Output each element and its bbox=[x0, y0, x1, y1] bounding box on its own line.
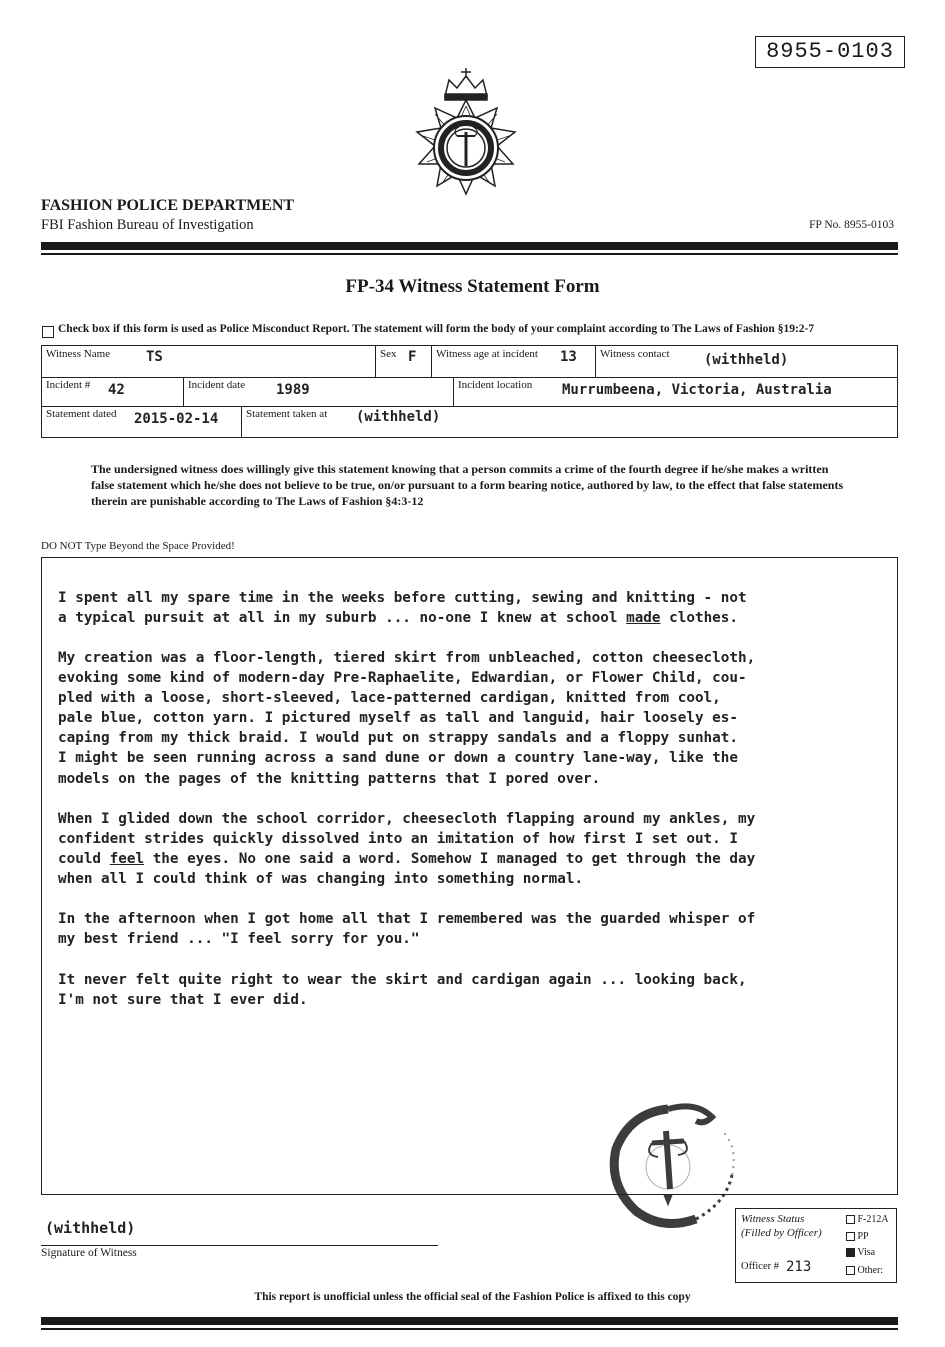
statement-paragraph-4: In the afternoon when I got home all that I remembered was the guarded whisper of my best friend ... "I feel sorry for you." bbox=[58, 911, 756, 948]
incident-location-field[interactable] bbox=[454, 377, 896, 406]
f212a-checkbox[interactable] bbox=[846, 1215, 855, 1224]
incident-date-label: Incident date bbox=[188, 379, 246, 391]
status-option-visa[interactable] bbox=[846, 1247, 875, 1258]
header-rule-thick bbox=[41, 242, 898, 250]
f212a-label: F-212A bbox=[857, 1214, 889, 1225]
statement-dated-label: Statement dated bbox=[46, 408, 117, 420]
incident-date-field[interactable] bbox=[184, 377, 454, 406]
witness-contact-label: Witness contact bbox=[600, 348, 670, 360]
footer-rule-thick bbox=[41, 1317, 898, 1325]
visa-checkbox-checked[interactable] bbox=[846, 1248, 855, 1257]
incident-location-value: Murrumbeena, Victoria, Australia bbox=[562, 382, 832, 398]
space-warning: DO NOT Type Beyond the Space Provided! bbox=[41, 540, 235, 552]
sex-value: F bbox=[408, 349, 417, 365]
visa-label: Visa bbox=[857, 1247, 876, 1258]
p1-line1: I spent all my spare time in the weeks before cutting, sewing and knitting - not bbox=[58, 590, 747, 606]
statement-paragraph-2: My creation was a floor-length, tiered skirt from unbleached, cotton cheesecloth, evoking some kind of modern-day Pre-Raphaelite, Edwardian, or Flower Child, cou- pled with a loose, short-sleeved, lace-patterned cardigan, knitted from cool, pale blue, cotton yarn. I pictured myself as tall and languid, hair loosely es- caping from my thick braid. I would put on strappy sandals and a floppy sunhat. I might be seen running across a sand dune or down a country lane-way, like the models on the pages of the knitting patterns that I pored over. bbox=[58, 650, 756, 787]
legal-notice: The undersigned witness does willingly give this statement knowing that a person commits a crime of the fourth degree if he/she makes a written false statement which he/she does not believe to be true, on/or pursuant to a form bearing notice, authored by law, to the effect that false statements therein are punishable according to The Laws of Fashion §4:3-12 bbox=[91, 462, 844, 508]
witness-age-label: Witness age at incident bbox=[436, 348, 538, 360]
signature-value: (withheld) bbox=[45, 1219, 136, 1237]
statement-taken-at-field[interactable] bbox=[242, 406, 896, 437]
statement-text-area[interactable] bbox=[41, 557, 898, 1195]
incident-number-label: Incident # bbox=[46, 379, 91, 391]
other-checkbox[interactable] bbox=[846, 1266, 855, 1275]
disclaimer: This report is unofficial unless the official seal of the Fashion Police is affixed to this copy bbox=[254, 1291, 691, 1303]
p1-line2b: clothes. bbox=[660, 610, 738, 627]
sex-label: Sex bbox=[380, 348, 397, 360]
other-label: Other: bbox=[857, 1265, 884, 1276]
officer-number: 213 bbox=[786, 1259, 812, 1275]
status-option-f212a[interactable] bbox=[846, 1214, 889, 1225]
officer-label: Officer # bbox=[741, 1261, 779, 1272]
statement-taken-at-label: Statement taken at bbox=[246, 408, 328, 420]
incident-number-field[interactable] bbox=[42, 377, 184, 406]
incident-location-label: Incident location bbox=[458, 379, 533, 391]
fp-number: FP No. 8955-0103 bbox=[809, 219, 894, 231]
witness-name-field[interactable] bbox=[42, 346, 376, 377]
p3-line4: when all I could think of was changing into something normal. bbox=[58, 871, 584, 888]
statement-paragraph-5: It never felt quite right to wear the skirt and cardigan again ... looking back, I'm not sure that I ever did. bbox=[58, 972, 747, 1009]
p3-line3a: could bbox=[58, 851, 110, 868]
p1-underlined-word: made bbox=[626, 610, 661, 627]
serial-number: 8955-0103 bbox=[755, 36, 905, 68]
bureau-name: FBI Fashion Bureau of Investigation bbox=[41, 217, 254, 233]
p3-line3b: the eyes. No one said a word. Somehow I managed to get through the day bbox=[144, 851, 756, 868]
witness-contact-field[interactable] bbox=[596, 346, 896, 377]
witness-status-box bbox=[735, 1208, 897, 1283]
department-name: FASHION POLICE DEPARTMENT bbox=[41, 197, 295, 214]
misconduct-checkbox[interactable] bbox=[42, 326, 54, 338]
p3-line2: confident strides quickly dissolved into an imitation of how first I set out. I bbox=[58, 831, 738, 848]
witness-name-label: Witness Name bbox=[46, 348, 111, 360]
witness-status-title-line1: Witness Status bbox=[741, 1213, 805, 1225]
p3-underlined-word: feel bbox=[109, 851, 145, 868]
pp-checkbox[interactable] bbox=[846, 1232, 855, 1241]
status-option-other[interactable] bbox=[846, 1265, 883, 1276]
footer-rule-thin bbox=[41, 1328, 898, 1330]
p1-line2a: a typical pursuit at all in my suburb ... no-one I knew at school bbox=[58, 610, 627, 627]
signature-label: Signature of Witness bbox=[41, 1247, 137, 1259]
incident-number-value: 42 bbox=[108, 382, 125, 398]
statement-paragraph-3 bbox=[58, 809, 888, 889]
statement-dated-field[interactable] bbox=[42, 406, 242, 437]
statement-dated-value: 2015-02-14 bbox=[134, 411, 219, 427]
fields-row-1 bbox=[42, 346, 897, 378]
status-option-pp[interactable] bbox=[846, 1231, 869, 1242]
header-rule-thin bbox=[41, 253, 898, 255]
witness-age-field[interactable] bbox=[432, 346, 596, 377]
incident-date-value: 1989 bbox=[276, 382, 310, 398]
police-badge-crest bbox=[405, 66, 527, 216]
witness-age-value: 13 bbox=[560, 349, 577, 365]
witness-contact-value: (withheld) bbox=[704, 352, 789, 368]
witness-info-fields bbox=[41, 345, 898, 438]
pp-label: PP bbox=[857, 1231, 869, 1242]
witness-name-value: TS bbox=[146, 349, 163, 365]
signature-line[interactable] bbox=[41, 1245, 438, 1246]
p3-line1: When I glided down the school corridor, cheesecloth flapping around my ankles, my bbox=[58, 811, 756, 827]
witness-status-title bbox=[741, 1212, 822, 1240]
misconduct-notice: Check box if this form is used as Police Misconduct Report. The statement will form the body of your complaint according to The Laws of Fashion §19:2-7 bbox=[58, 323, 815, 335]
statement-taken-at-value: (withheld) bbox=[356, 409, 441, 425]
fields-row-3 bbox=[42, 406, 897, 437]
witness-status-title-line2: (Filled by Officer) bbox=[741, 1227, 822, 1239]
sex-field[interactable] bbox=[376, 346, 432, 377]
form-title: FP-34 Witness Statement Form bbox=[345, 276, 600, 297]
fields-row-2 bbox=[42, 377, 897, 407]
statement-paragraph-1 bbox=[58, 588, 888, 628]
